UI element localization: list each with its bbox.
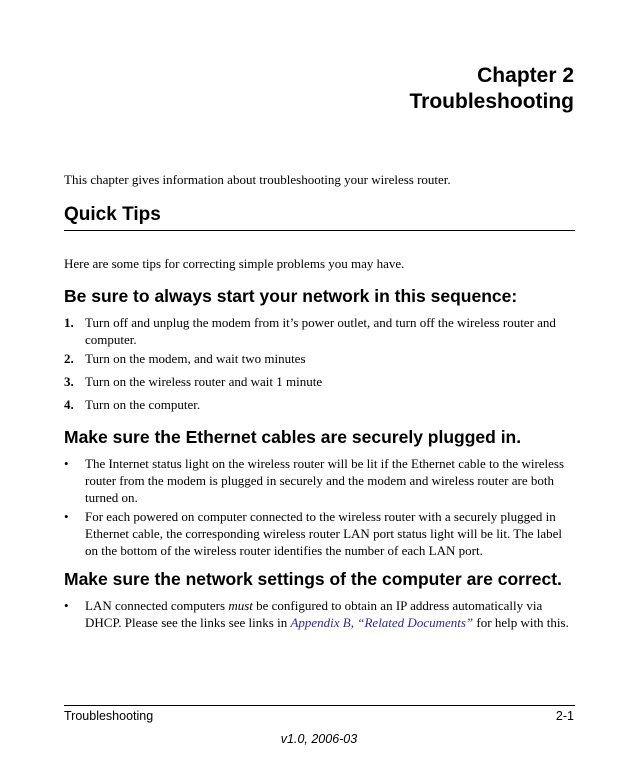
ethernet-heading: Make sure the Ethernet cables are securely plugged in. — [64, 427, 522, 447]
chapter-title: Troubleshooting — [409, 90, 574, 113]
sequence-step — [64, 373, 576, 390]
page-number: 2-1 — [555, 709, 574, 723]
quick-tips-intro: Here are some tips for correcting simple problems you may have. — [64, 256, 405, 271]
chapter-label: Chapter 2 — [477, 64, 574, 87]
text-segment: be configured to obtain an IP address automatically via DHCP. Please see the links see links in — [85, 598, 543, 630]
sequence-step — [64, 396, 576, 413]
quick-tips-heading: Quick Tips — [64, 204, 161, 225]
text-segment: for help with this. — [473, 615, 569, 630]
step-text: Turn off and unplug the modem from it’s power outlet, and turn off the wireless router and computer. — [85, 315, 556, 347]
text-segment: LAN connected computers — [85, 598, 229, 613]
sequence-step — [64, 350, 576, 367]
step-number: 3. — [64, 374, 74, 389]
step-text: Turn on the wireless router and wait 1 minute — [85, 374, 323, 389]
footer-rule — [64, 705, 575, 706]
chapter-header — [410, 63, 574, 115]
bullet-item — [64, 508, 576, 559]
sequence-heading: Be sure to always start your network in this sequence: — [64, 286, 518, 306]
step-number: 2. — [64, 351, 74, 366]
bullet-marker: • — [64, 509, 69, 524]
bullet-marker: • — [64, 456, 69, 471]
bullet-item — [64, 597, 576, 631]
step-number: 1. — [64, 315, 74, 330]
bullet-text: For each powered on computer connected to the wireless router with a securely plugged in Ethernet cable, the corresponding wireless router LAN port status light will be lit. The label on the bottom of the wireless router identifies the number of each LAN port. — [85, 509, 563, 558]
step-text: Turn on the modem, and wait two minutes — [85, 351, 306, 366]
chapter-intro: This chapter gives information about troubleshooting your wireless router. — [64, 172, 451, 187]
emphasis-text: must — [228, 598, 253, 613]
version-label: v1.0, 2006-03 — [280, 732, 358, 746]
bullet-text — [85, 597, 576, 631]
heading-rule — [64, 230, 575, 231]
bullet-text: The Internet status light on the wireless router will be lit if the Ethernet cable to the wireless router from the modem is plugged in securely and the modem and wireless router are both turned on. — [85, 456, 565, 505]
step-number: 4. — [64, 397, 74, 412]
bullet-marker: • — [64, 598, 69, 613]
appendix-b-link[interactable]: Appendix B, “Related Documents” — [290, 615, 474, 630]
sequence-step — [64, 314, 576, 348]
step-text: Turn on the computer. — [85, 397, 201, 412]
bullet-item — [64, 455, 576, 506]
network-settings-heading: Make sure the network settings of the computer are correct. — [64, 569, 562, 589]
footer-section-title: Troubleshooting — [64, 709, 154, 723]
